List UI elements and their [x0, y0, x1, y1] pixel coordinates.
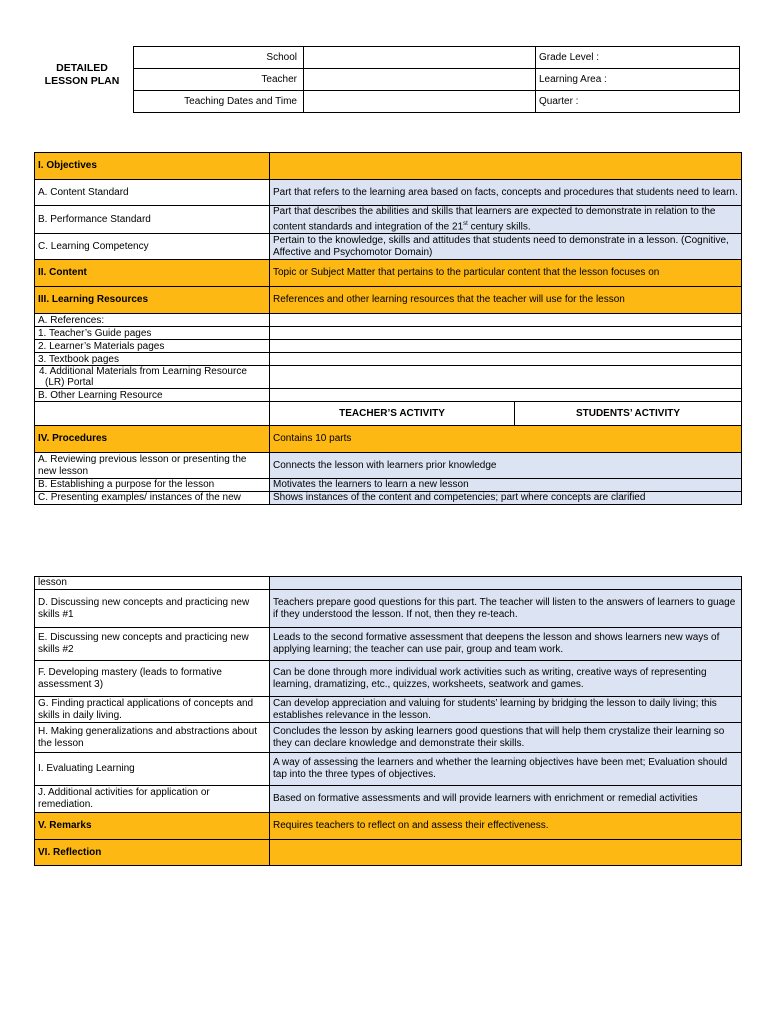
learning-resources-desc: References and other learning resources that the teacher will use for the lesson	[270, 287, 742, 314]
procedure-e-desc: Leads to the second formative assessment that deepens the lesson and shows learners new ways of applying learning; the teacher can use pair, group and team work.	[270, 628, 742, 661]
procedure-f-desc: Can be done through more individual work activities such as writing, creative ways of representing learning, dramatizing, etc., quizzes, worksheets, seatwork and games.	[270, 661, 742, 697]
content-desc: Topic or Subject Matter that pertains to the particular content that the lesson focuses on	[270, 260, 742, 287]
document-title	[32, 62, 132, 88]
procedures-desc: Contains 10 parts	[270, 426, 742, 453]
procedure-i-label: I. Evaluating Learning	[35, 753, 270, 786]
teacher-value[interactable]	[304, 69, 536, 91]
teaching-dates-value[interactable]	[304, 91, 536, 113]
procedure-f-label: F. Developing mastery (leads to formative assessment 3)	[35, 661, 270, 697]
procedure-b-desc: Motivates the learners to learn a new lesson	[270, 479, 742, 492]
quarter-label: Quarter :	[536, 91, 740, 113]
procedure-c-continued-desc	[270, 577, 742, 590]
teachers-guide-value[interactable]	[270, 327, 742, 340]
procedures-heading: IV. Procedures	[35, 426, 270, 453]
superscript-st: st	[463, 221, 468, 227]
school-value[interactable]	[304, 47, 536, 69]
remarks-desc: Requires teachers to reflect on and assess their effectiveness.	[270, 813, 742, 840]
procedure-c-label: C. Presenting examples/ instances of the new	[35, 492, 270, 505]
other-resource-value[interactable]	[270, 389, 742, 402]
procedure-h-desc: Concludes the lesson by asking learners good questions that will help them crystalize their learning so they can declare knowledge and demonstrate their skills.	[270, 723, 742, 753]
procedure-d-label: D. Discussing new concepts and practicing new skills #1	[35, 590, 270, 628]
performance-standard-text: Part that describes the abilities and skills that learners are expected to demonstrate in relation to the content standards and integration of the 21	[273, 206, 716, 233]
learning-area-label: Learning Area :	[536, 69, 740, 91]
performance-standard-text-end: century skills.	[467, 221, 531, 233]
learning-competency-desc: Pertain to the knowledge, skills and attitudes that students need to demonstrate in a lesson. (Cognitive, Affective and Psychomotor Domain)	[270, 234, 742, 260]
content-standard-desc: Part that refers to the learning area based on facts, concepts and procedures that students need to learn.	[270, 180, 742, 206]
procedure-e-label: E. Discussing new concepts and practicing new skills #2	[35, 628, 270, 661]
textbook-value[interactable]	[270, 353, 742, 366]
additional-materials-value[interactable]	[270, 366, 742, 389]
lesson-plan-table-1	[34, 152, 742, 505]
grade-level-label: Grade Level :	[536, 47, 740, 69]
content-standard-label: A. Content Standard	[35, 180, 270, 206]
teachers-activity-heading: TEACHER’S ACTIVITY	[270, 402, 515, 426]
textbook-label: 3. Textbook pages	[35, 353, 270, 366]
procedure-c-continued: lesson	[35, 577, 270, 590]
additional-materials-label: 4. Additional Materials from Learning Resource (LR) Portal	[35, 366, 270, 389]
learners-materials-label: 2. Learner’s Materials pages	[35, 340, 270, 353]
procedure-g-desc: Can develop appreciation and valuing for students’ learning by bridging the lesson to daily living; this establishes relevance in the lesson.	[270, 697, 742, 723]
content-heading: II. Content	[35, 260, 270, 287]
performance-standard-desc	[270, 206, 742, 234]
procedure-b-label: B. Establishing a purpose for the lesson	[35, 479, 270, 492]
other-resource-label: B. Other Learning Resource	[35, 389, 270, 402]
procedure-a-desc: Connects the lesson with learners prior knowledge	[270, 453, 742, 479]
procedure-g-label: G. Finding practical applications of concepts and skills in daily living.	[35, 697, 270, 723]
learning-competency-label: C. Learning Competency	[35, 234, 270, 260]
reflection-desc	[270, 840, 742, 866]
reflection-heading: VI. Reflection	[35, 840, 270, 866]
references-label: A. References:	[35, 314, 270, 327]
header-info-table	[133, 46, 740, 113]
procedure-j-desc: Based on formative assessments and will provide learners with enrichment or remedial activities	[270, 786, 742, 813]
teachers-guide-label: 1. Teacher’s Guide pages	[35, 327, 270, 340]
title-line2: LESSON PLAN	[44, 75, 120, 87]
references-value	[270, 314, 742, 327]
lesson-plan-table-2	[34, 576, 742, 866]
objectives-desc	[270, 153, 742, 180]
procedure-h-label: H. Making generalizations and abstractions about the lesson	[35, 723, 270, 753]
procedure-c-desc: Shows instances of the content and competencies; part where concepts are clarified	[270, 492, 742, 505]
procedure-a-label: A. Reviewing previous lesson or presenting the new lesson	[35, 453, 270, 479]
school-label: School	[134, 47, 304, 69]
procedure-d-desc: Teachers prepare good questions for this part. The teacher will listen to the answers of learners to guage if they understood the lesson. If not, then they re-teach.	[270, 590, 742, 628]
remarks-heading: V. Remarks	[35, 813, 270, 840]
procedure-i-desc: A way of assessing the learners and whether the learning objectives have been met; Evaluation should tap into the three types of objectives.	[270, 753, 742, 786]
teaching-dates-label: Teaching Dates and Time	[134, 91, 304, 113]
learners-materials-value[interactable]	[270, 340, 742, 353]
activity-blank	[35, 402, 270, 426]
teacher-label: Teacher	[134, 69, 304, 91]
objectives-heading: I. Objectives	[35, 153, 270, 180]
students-activity-heading: STUDENTS’ ACTIVITY	[515, 402, 742, 426]
learning-resources-heading: III. Learning Resources	[35, 287, 270, 314]
procedure-j-label: J. Additional activities for application or remediation.	[35, 786, 270, 813]
title-line1: DETAILED	[56, 62, 108, 74]
performance-standard-label: B. Performance Standard	[35, 206, 270, 234]
